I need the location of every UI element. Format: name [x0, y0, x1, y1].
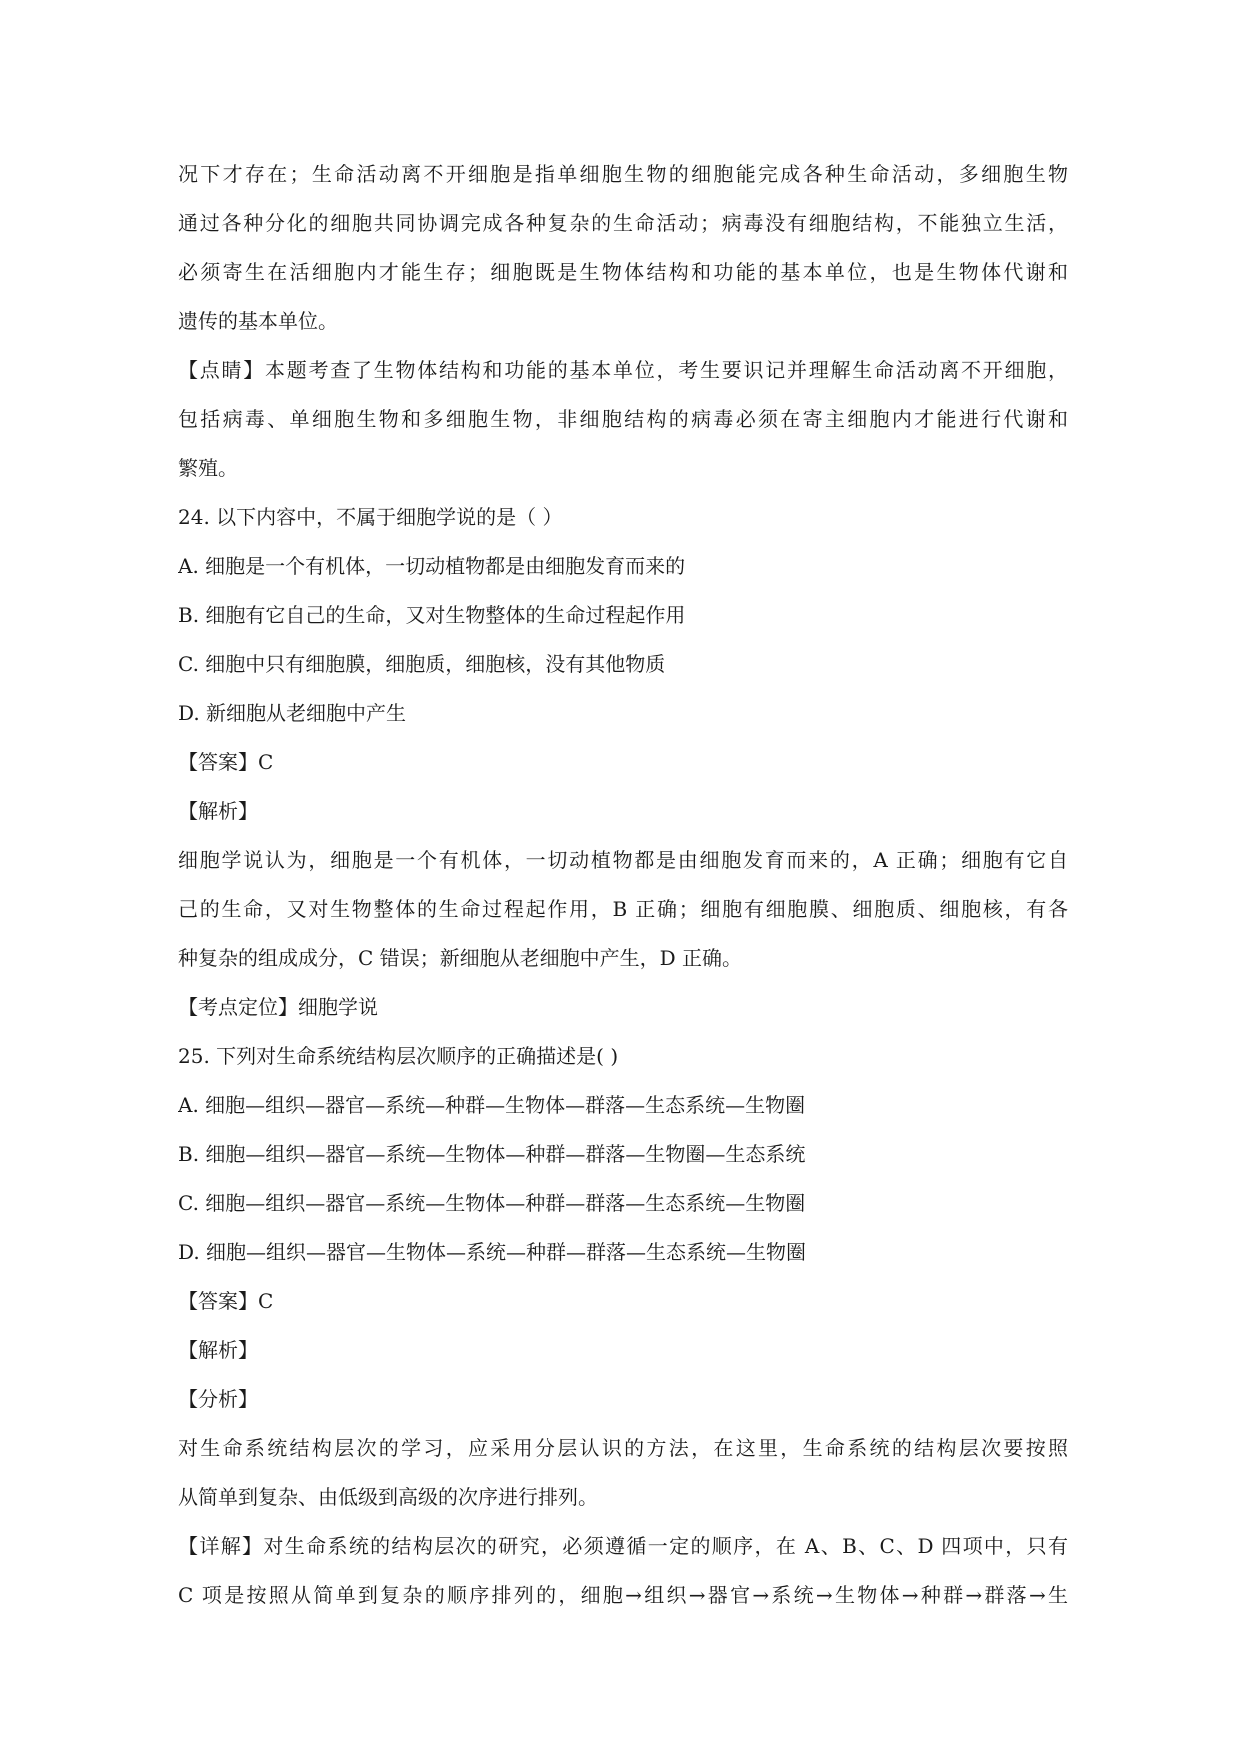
text-line: 种复杂的组成成分，C 错误；新细胞从老细胞中产生，D 正确。 [178, 946, 743, 970]
text-line: C 项是按照从简单到复杂的顺序排列的，细胞→组织→器官→系统→生物体→种群→群落→生 [178, 1583, 1068, 1607]
question-25-answer: 【答案】C [178, 1289, 274, 1313]
text-line: 包括病毒、单细胞生物和多细胞生物，非细胞结构的病毒必须在寄主细胞内才能进行代谢和 [178, 407, 1068, 431]
text-line: 必须寄生在活细胞内才能生存；细胞既是生物体结构和功能的基本单位，也是生物体代谢和 [178, 260, 1068, 284]
question-24-option-b: B. 细胞有它自己的生命，又对生物整体的生命过程起作用 [178, 603, 686, 627]
text-line: 从简单到复杂、由低级到高级的次序进行排列。 [178, 1485, 598, 1509]
question-24-option-d: D. 新细胞从老细胞中产生 [178, 701, 407, 725]
question-25-detail-line: 【详解】对生命系统的结构层次的研究，必须遵循一定的顺序，在 A、B、C、D 四项中，只有 [178, 1534, 1068, 1558]
text-line: 己的生命，又对生物整体的生命过程起作用，B 正确；细胞有细胞膜、细胞质、细胞核，有各 [178, 897, 1068, 921]
text-line: 对生命系统结构层次的学习，应采用分层认识的方法，在这里，生命系统的结构层次要按照 [178, 1436, 1068, 1460]
text-line: 况下才存在；生命活动离不开细胞是指单细胞生物的细胞能完成各种生命活动，多细胞生物 [178, 162, 1068, 186]
question-25-analysis-heading: 【解析】 [178, 1338, 258, 1362]
question-24-analysis-heading: 【解析】 [178, 799, 258, 823]
question-25-option-c: C. 细胞—组织—器官—系统—生物体—种群—群落—生态系统—生物圈 [178, 1191, 806, 1215]
text-line: 通过各种分化的细胞共同协调完成各种复杂的生命活动；病毒没有细胞结构，不能独立生活， [178, 211, 1068, 235]
question-24-stem: 24. 以下内容中，不属于细胞学说的是（ ） [178, 505, 563, 529]
question-24-option-c: C. 细胞中只有细胞膜，细胞质，细胞核，没有其他物质 [178, 652, 666, 676]
question-25-option-b: B. 细胞—组织—器官—系统—生物体—种群—群落—生物圈—生态系统 [178, 1142, 806, 1166]
question-25-option-a: A. 细胞—组织—器官—系统—种群—生物体—群落—生态系统—生物圈 [178, 1093, 806, 1117]
commentary-heading-line: 【点睛】本题考查了生物体结构和功能的基本单位，考生要识记并理解生命活动离不开细胞， [178, 358, 1068, 382]
question-24-answer: 【答案】C [178, 750, 274, 774]
question-25-breakdown-heading: 【分析】 [178, 1387, 258, 1411]
text-line: 细胞学说认为，细胞是一个有机体，一切动植物都是由细胞发育而来的，A 正确；细胞有它自 [178, 848, 1068, 872]
question-25-option-d: D. 细胞—组织—器官—生物体—系统—种群—群落—生态系统—生物圈 [178, 1240, 807, 1264]
document-page [178, 150, 1068, 1620]
text-line: 遗传的基本单位。 [178, 309, 338, 333]
text-line: 繁殖。 [178, 456, 238, 480]
question-24-topic: 【考点定位】细胞学说 [178, 995, 378, 1019]
question-24-option-a: A. 细胞是一个有机体，一切动植物都是由细胞发育而来的 [178, 554, 686, 578]
question-25-stem: 25. 下列对生命系统结构层次顺序的正确描述是( ) [178, 1044, 619, 1068]
